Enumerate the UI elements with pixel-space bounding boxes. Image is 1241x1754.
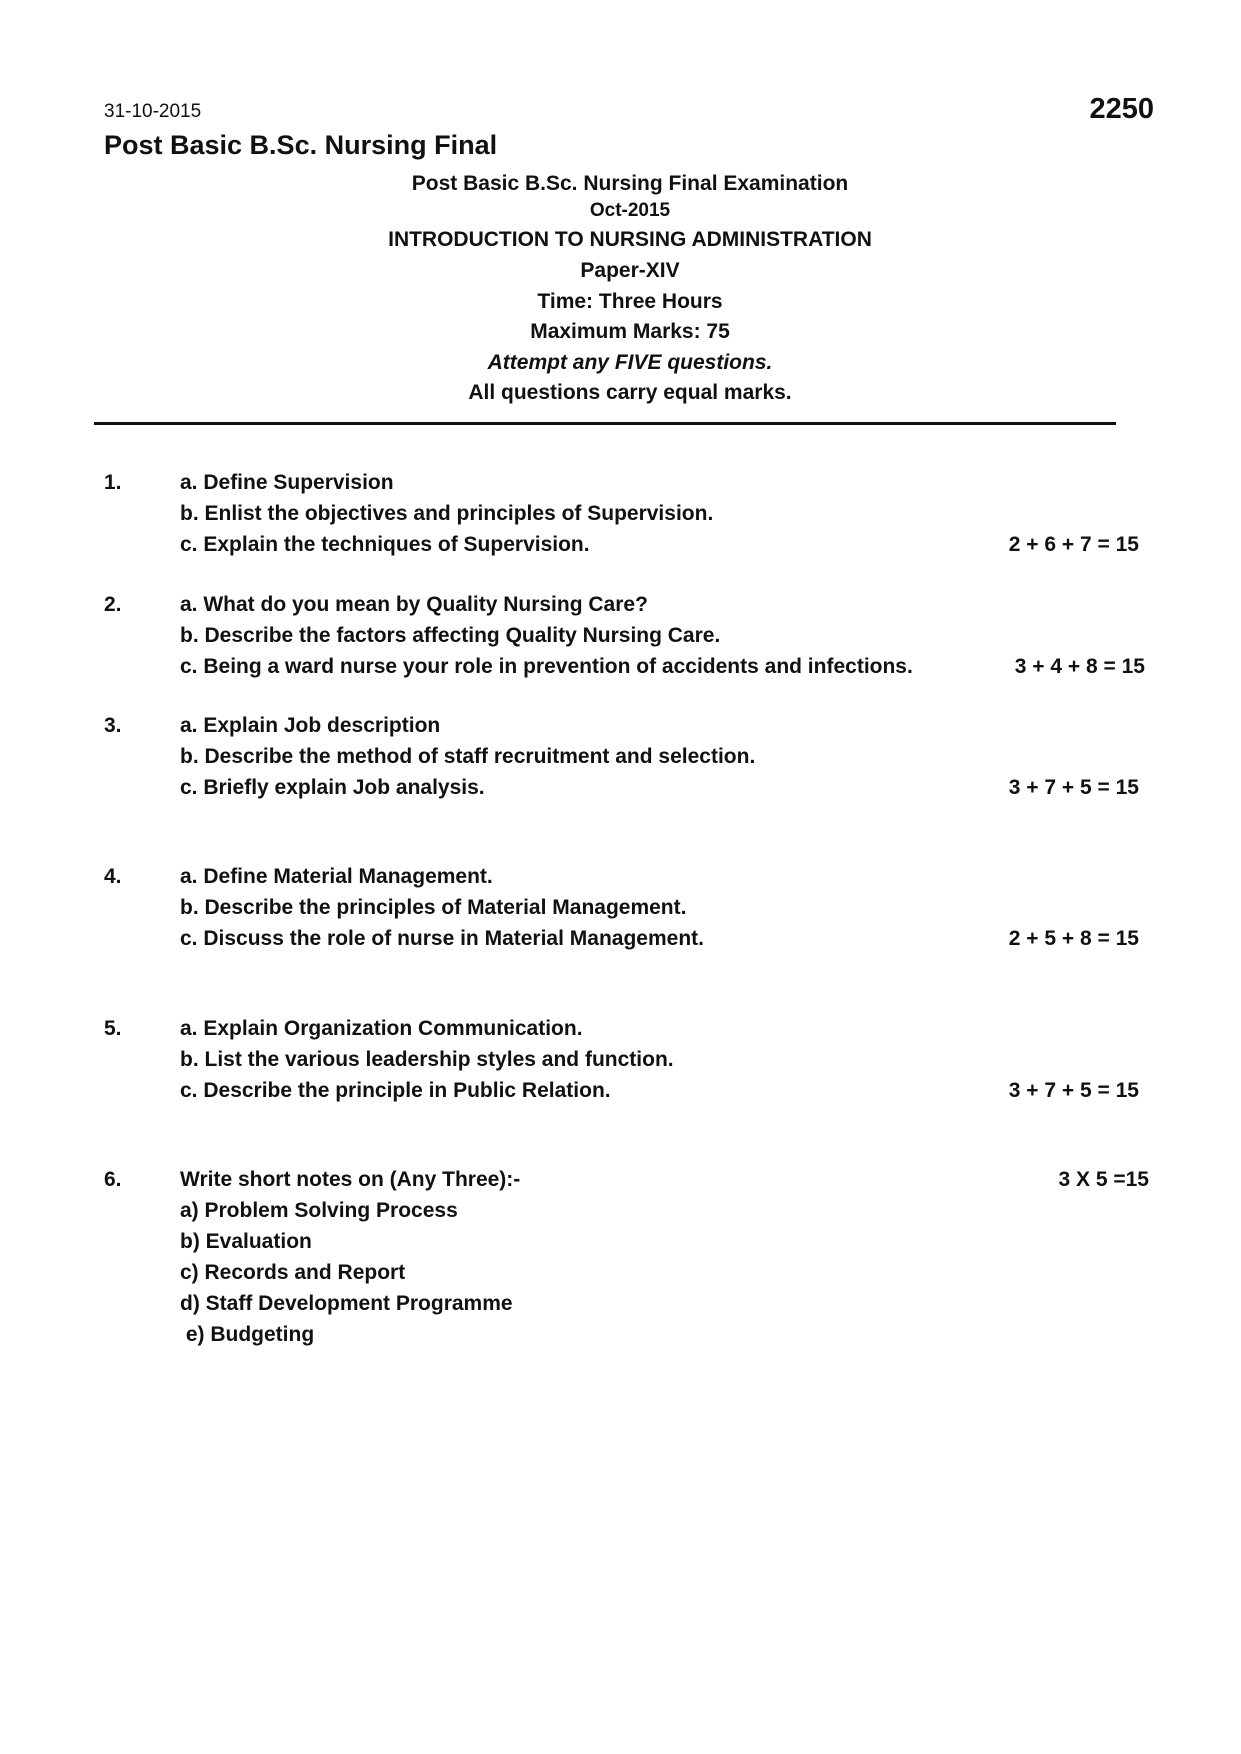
question-part: a. Explain Organization Communication.	[180, 1017, 583, 1040]
question-marks: 2 + 6 + 7 = 15	[1008, 533, 1139, 556]
question-part: a. Define Material Management.	[180, 865, 493, 888]
question-part: b. Enlist the objectives and principles of Supervision.	[180, 502, 714, 525]
question-part: c. Briefly explain Job analysis.	[180, 776, 485, 799]
question-parts	[180, 589, 913, 682]
exam-header-block	[0, 170, 1241, 408]
question-part: Write short notes on (Any Three):-	[180, 1168, 521, 1191]
question-part: c. Explain the techniques of Supervision.	[180, 533, 590, 556]
question-marks: 3 + 7 + 5 = 15	[1008, 776, 1139, 799]
exam-note: All questions carry equal marks.	[468, 381, 792, 404]
question-part: b. Describe the principles of Material Management.	[180, 896, 687, 919]
question-parts	[180, 1164, 520, 1350]
exam-date: 31-10-2015	[104, 101, 202, 122]
question-part: a) Problem Solving Process	[180, 1199, 458, 1222]
question-number: 5.	[104, 1017, 122, 1040]
question-part: a. Explain Job description	[180, 714, 441, 737]
exam-time: Time: Three Hours	[537, 290, 723, 313]
header-divider	[94, 422, 1116, 425]
question-parts	[180, 467, 713, 560]
question-number: 4.	[104, 865, 122, 888]
question-part: b. Describe the factors affecting Quality Nursing Care.	[180, 624, 721, 647]
exam-subject: INTRODUCTION TO NURSING ADMINISTRATION	[388, 228, 872, 251]
question-part: c. Being a ward nurse your role in prevention of accidents and infections.	[180, 655, 913, 678]
question-part: c. Describe the principle in Public Relation.	[180, 1079, 611, 1102]
question-number: 1.	[104, 471, 122, 494]
exam-instruction: Attempt any FIVE questions.	[487, 351, 773, 374]
course-title: Post Basic B.Sc. Nursing Final	[104, 130, 498, 160]
exam-max-marks: Maximum Marks: 75	[530, 320, 730, 343]
question-marks: 3 X 5 =15	[1058, 1168, 1149, 1191]
question-parts	[180, 710, 755, 803]
question-part: b. Describe the method of staff recruitment and selection.	[180, 745, 756, 768]
question-number: 6.	[104, 1168, 122, 1191]
question-part: a. What do you mean by Quality Nursing Care?	[180, 593, 648, 616]
question-number: 2.	[104, 593, 122, 616]
question-marks: 3 + 4 + 8 = 15	[1014, 655, 1145, 678]
question-marks: 2 + 5 + 8 = 15	[1008, 927, 1139, 950]
paper-code: 2250	[1089, 93, 1154, 125]
exam-title: Post Basic B.Sc. Nursing Final Examination	[411, 172, 849, 195]
question-part: c) Records and Report	[180, 1261, 406, 1284]
exam-paper: Paper-XIV	[580, 259, 680, 282]
question-number: 3.	[104, 714, 122, 737]
question-parts	[180, 861, 704, 954]
question-part: b. List the various leadership styles and function.	[180, 1048, 674, 1071]
question-parts	[180, 1013, 674, 1106]
question-part: e) Budgeting	[180, 1323, 315, 1346]
question-marks: 3 + 7 + 5 = 15	[1008, 1079, 1139, 1102]
question-part: d) Staff Development Programme	[180, 1292, 513, 1315]
question-part: b) Evaluation	[180, 1230, 312, 1253]
question-part: a. Define Supervision	[180, 471, 394, 494]
exam-session: Oct-2015	[589, 200, 671, 221]
question-part: c. Discuss the role of nurse in Material Management.	[180, 927, 704, 950]
